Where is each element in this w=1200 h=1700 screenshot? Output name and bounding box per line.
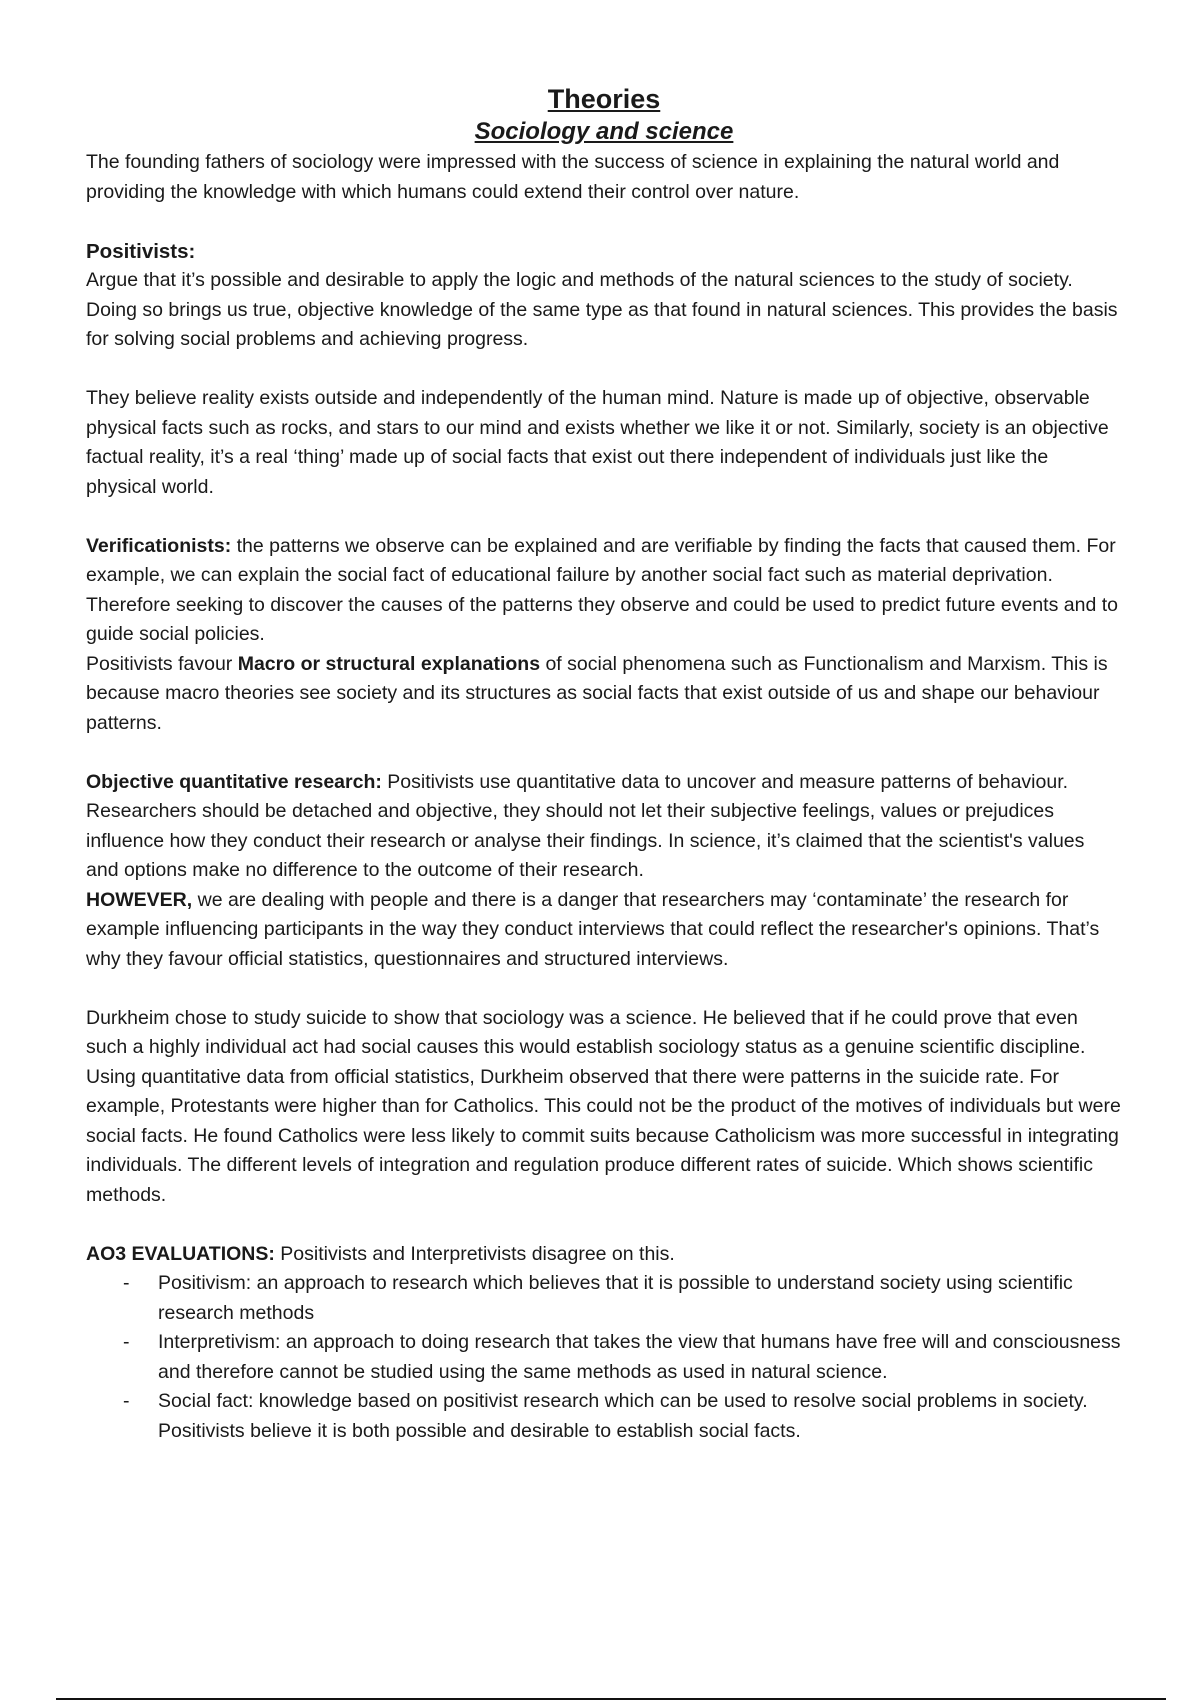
macro-paragraph — [86, 650, 1122, 739]
spacer — [86, 355, 1122, 385]
evaluations-paragraph — [86, 1240, 1122, 1270]
intro-paragraph: The founding fathers of sociology were impressed with the success of science in explaining the natural world and providing the knowledge with which humans could extend their control over nature. — [86, 151, 1060, 203]
however-text: we are dealing with people and there is a danger that researchers may ‘contaminate’ the research for example influencing participants in the way they conduct interviews that could reflect the researcher's opinions. That’s why they favour official statistics, questionnaires and structured interviews. — [86, 888, 1100, 970]
positivists-heading: Positivists: — [86, 239, 196, 263]
macro-bold-term: Macro or structural explanations — [237, 652, 541, 675]
evaluations-list — [86, 1269, 1122, 1446]
evaluations-text: Positivists and Interpretivists disagree on this. — [274, 1242, 675, 1265]
evaluation-item-positivism: - Positivism: an approach to research which believes that it is possible to understand society using scientific research methods — [158, 1269, 1122, 1328]
macro-text-after: of social phenomena such as Functionalism and Marxism. This is because macro theories see society and its structures as social facts that exist outside of us and shape our behaviour patterns. — [86, 652, 1108, 734]
evaluations-label: AO3 EVALUATIONS: — [86, 1242, 275, 1265]
evaluation-item-social-fact: - Social fact: knowledge based on positivist research which can be used to resolve social problems in society. Positivists believe it is both possible and desirable to establish social facts. — [158, 1387, 1122, 1446]
durkheim-paragraph-2: Using quantitative data from official statistics, Durkheim observed that there were patterns in the suicide rate. For example, Protestants were higher than for Catholics. This could not be the product of the motives of individuals but were social facts. He found Catholics were less likely to commit suits because Catholicism was more successful in integrating individuals. The different levels of integration and regulation produce different rates of suicide. Which shows scientific methods. — [86, 1065, 1121, 1206]
page-subtitle: Sociology and science — [474, 118, 734, 145]
objective-research-text: Positivists use quantitative data to uncover and measure patterns of behaviour. Researchers should be detached and objective, they should not let their subjective feelings, values or prejudices influence how they conduct their research or analyse their findings. In science, it’s claimed that the scientist's values and options make no difference to the outcome of their research. — [86, 770, 1085, 881]
verificationists-text: the patterns we observe can be explained and are verifiable by finding the facts that caused them. For example, we can explain the social fact of educational failure by another social fact such as material deprivation. Therefore seeking to discover the causes of the patterns they observe and could be used to predict future events and to guide social policies. — [86, 534, 1118, 645]
spacer — [86, 974, 1122, 1004]
positivists-paragraph-2: They believe reality exists outside and independently of the human mind. Nature is made up of objective, observable physical facts such as rocks, and stars to our mind and exists whether we like it or not. Similarly, society is an objective factual reality, it’s a real ‘thing’ made up of social facts that exist out there independent of individuals just like the physical world. — [86, 387, 1109, 498]
positivists-paragraph-1: Argue that it’s possible and desirable to apply the logic and methods of the natural sciences to the study of society. Doing so brings us true, objective knowledge of the same type as that found in natural sciences. This provides the basis for solving social problems and achieving progress. — [86, 269, 1118, 350]
page-title: Theories — [547, 84, 661, 114]
verificationists-label: Verificationists: — [86, 534, 232, 557]
document-page — [86, 82, 1122, 1446]
verificationists-paragraph — [86, 532, 1122, 650]
spacer — [86, 502, 1122, 532]
macro-text-before: Positivists favour — [86, 652, 238, 675]
durkheim-paragraph-1: Durkheim chose to study suicide to show that sociology was a science. He believed that if he could prove that even such a highly individual act had social causes this would establish sociology status as a genuine scientific discipline. — [86, 1006, 1086, 1058]
spacer — [86, 738, 1122, 768]
spacer — [86, 1210, 1122, 1240]
spacer — [86, 207, 1122, 237]
evaluation-item-interpretivism: - Interpretivism: an approach to doing research that takes the view that humans have free will and consciousness and therefore cannot be studied using the same methods as used in natural science. — [158, 1328, 1122, 1387]
however-label: HOWEVER, — [86, 888, 193, 911]
objective-research-label: Objective quantitative research: — [86, 770, 382, 793]
objective-research-paragraph — [86, 768, 1122, 975]
